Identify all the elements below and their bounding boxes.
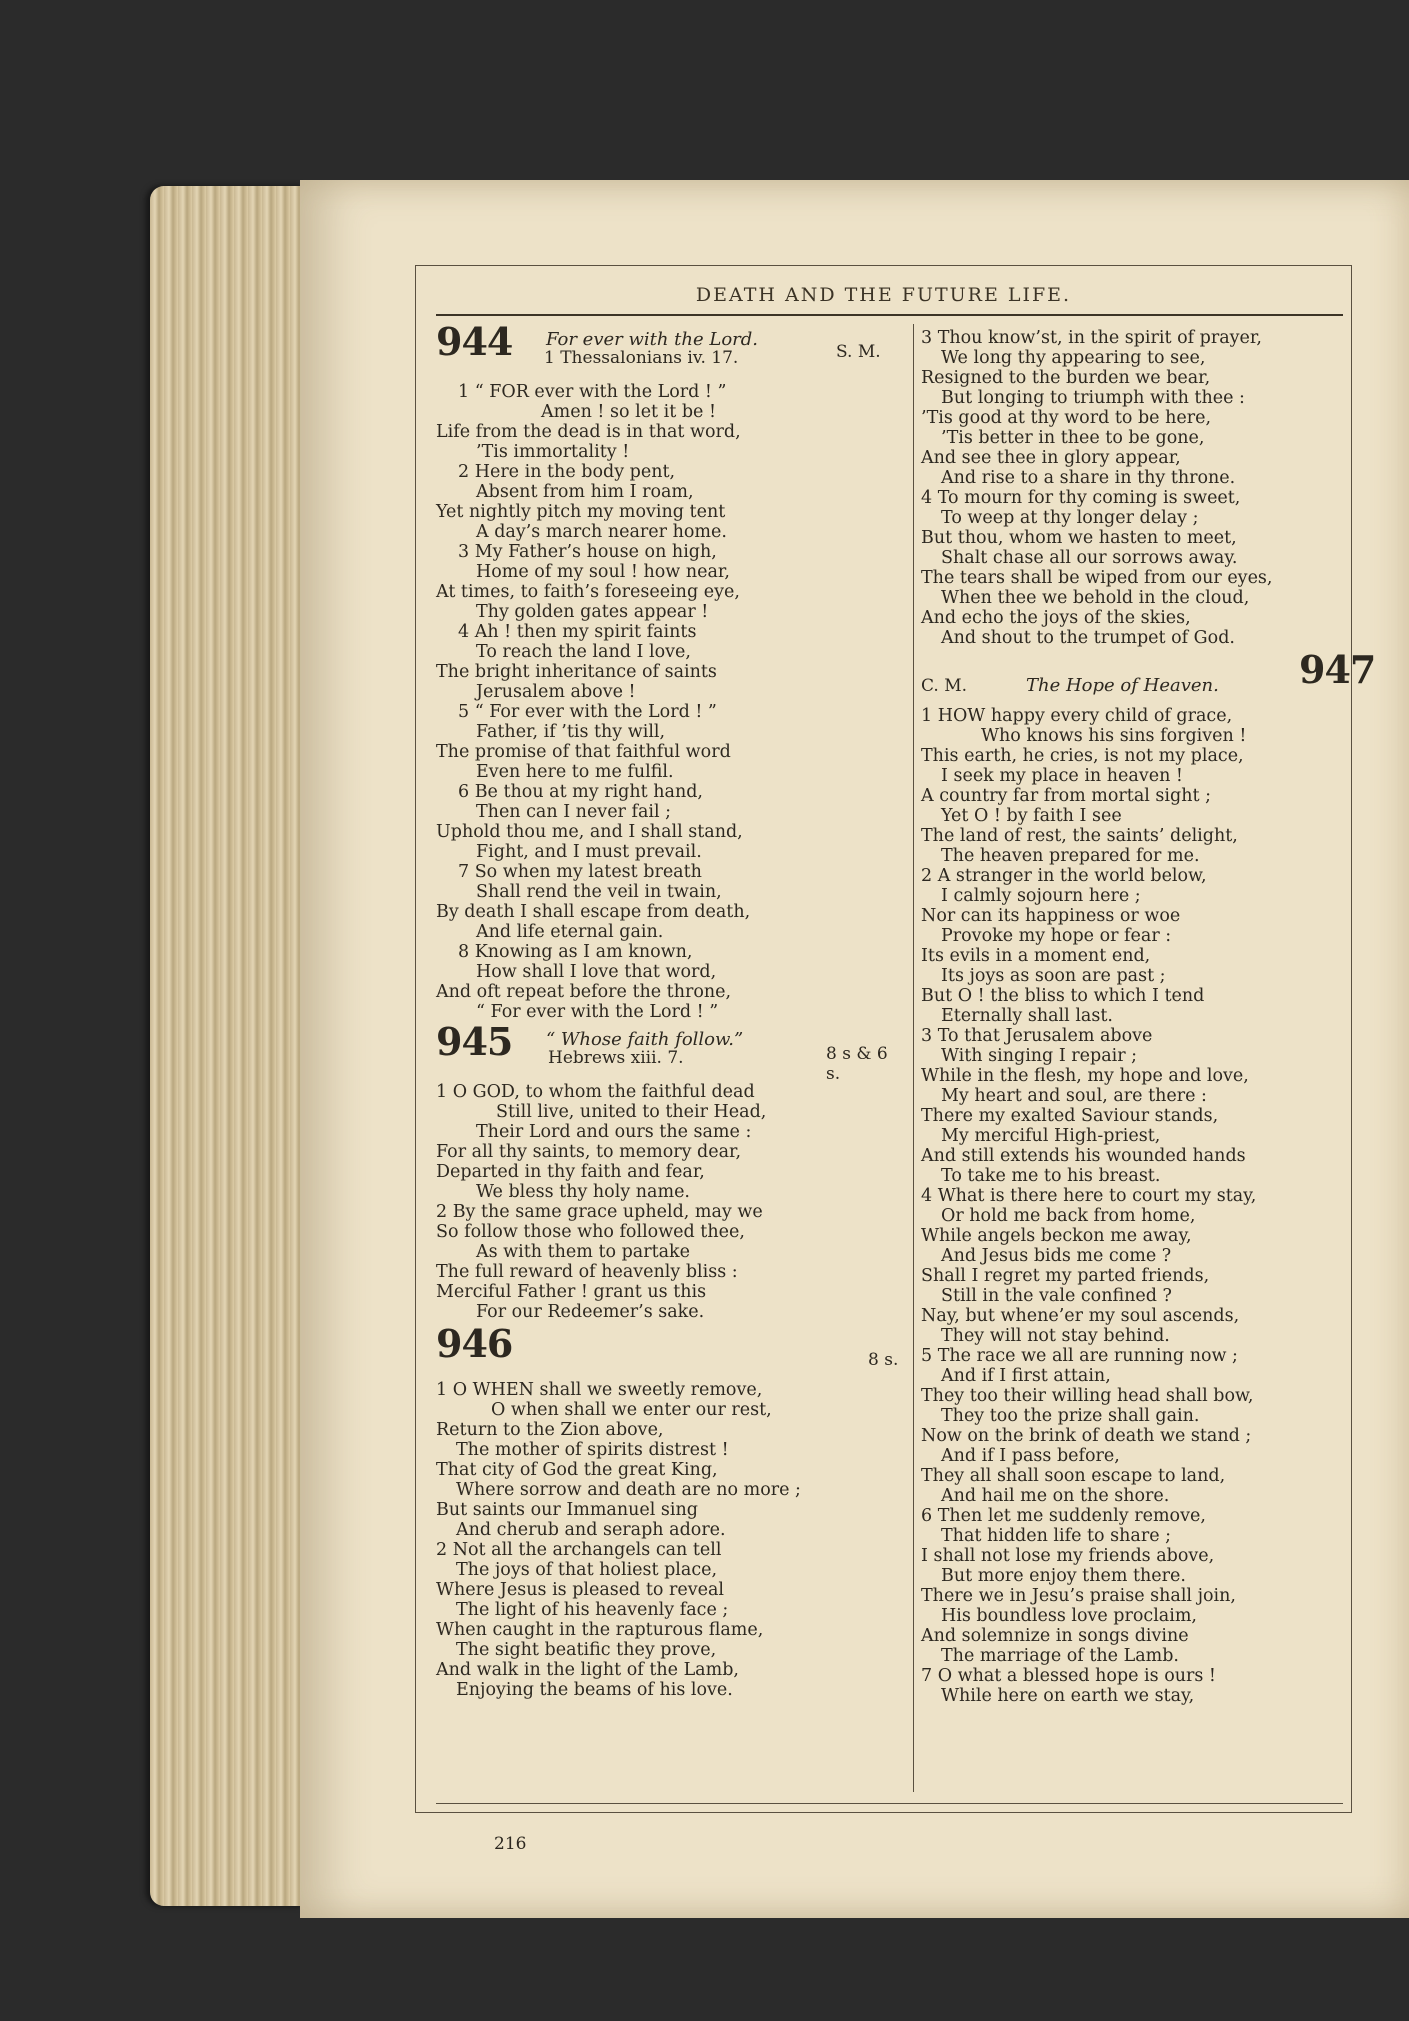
- verse-line: So follow those who followed thee,: [436, 1222, 745, 1242]
- verse-line: Return to the Zion above,: [436, 1420, 664, 1440]
- verse-line: Thy golden gates appear !: [476, 602, 709, 622]
- verse-line: Absent from him I roam,: [476, 482, 694, 502]
- verse-line: Provoke my hope or fear :: [941, 926, 1172, 946]
- book-page: [300, 180, 1409, 1918]
- verse-line: And hail me on the shore.: [941, 1486, 1170, 1506]
- page-frame: [415, 265, 1376, 1854]
- verse-line: A day’s march nearer home.: [476, 522, 727, 542]
- verse-line: Who knows his sins forgiven !: [981, 726, 1247, 746]
- verse-line: 6 Be thou at my right hand,: [458, 782, 703, 802]
- verse-line: And echo the joys of the skies,: [921, 608, 1191, 628]
- verse-line: Eternally shall last.: [941, 1006, 1113, 1026]
- verse-line: Departed in thy faith and fear,: [436, 1162, 705, 1182]
- verse-line: They all shall soon escape to land,: [921, 1466, 1226, 1486]
- verse-line: My merciful High-priest,: [941, 1126, 1161, 1146]
- verse-line: They too their willing head shall bow,: [921, 1386, 1254, 1406]
- verse-line: For all thy saints, to memory dear,: [436, 1142, 742, 1162]
- verse-line: 8 Knowing as I am known,: [458, 942, 693, 962]
- verse-line: Jerusalem above !: [476, 682, 636, 702]
- verse-line: 2 By the same grace upheld, may we: [436, 1202, 763, 1222]
- head-rule: [436, 314, 1343, 316]
- verse-line: O when shall we enter our rest,: [491, 1400, 772, 1420]
- verse-line: There we in Jesu’s praise shall join,: [921, 1586, 1236, 1606]
- running-head: DEATH AND THE FUTURE LIFE.: [695, 284, 1072, 306]
- verse-line: Shalt chase all our sorrows away.: [941, 548, 1238, 568]
- verse-line: But thou, whom we hasten to meet,: [921, 528, 1237, 548]
- verse-line: I calmly sojourn here ;: [941, 886, 1141, 906]
- verse-line: Fight, and I must prevail.: [476, 842, 702, 862]
- verse-line: ’Tis immortality !: [476, 442, 630, 462]
- verse-line: The land of rest, the saints’ delight,: [921, 826, 1238, 846]
- verse-line: And oft repeat before the throne,: [436, 982, 732, 1002]
- verse-line: 1 HOW happy every child of grace,: [921, 706, 1233, 726]
- verse-line: And rise to a share in thy throne.: [941, 468, 1236, 488]
- verse-line: Shall rend the veil in twain,: [476, 882, 722, 902]
- verse-line: And life eternal gain.: [476, 922, 664, 942]
- verse-line: Home of my soul ! how near,: [476, 562, 730, 582]
- verse-line: At times, to faith’s foreseeing eye,: [436, 582, 740, 602]
- verse-line: 5 The race we all are running now ;: [921, 1346, 1238, 1366]
- verse-line: Where Jesus is pleased to reveal: [436, 1580, 725, 1600]
- verse-line: Nay, but whene’er my soul ascends,: [921, 1306, 1240, 1326]
- verse-line: But O ! the bliss to which I tend: [921, 986, 1205, 1006]
- verse-line: Even here to me fulfil.: [476, 762, 674, 782]
- verse-line: His boundless love proclaim,: [941, 1606, 1197, 1626]
- verse-line: 7 O what a blessed hope is ours !: [921, 1666, 1216, 1686]
- verse-line: While here on earth we stay,: [941, 1686, 1195, 1706]
- verse-line: My heart and soul, are there :: [941, 1086, 1207, 1106]
- verse-line: The marriage of the Lamb.: [941, 1646, 1179, 1666]
- scripture-reference: 1 Thessalonians iv. 17.: [544, 348, 739, 368]
- hymn-title: “ Whose faith follow.”: [546, 1029, 744, 1050]
- page-number: 216: [494, 1834, 527, 1854]
- verse-line: A country far from mortal sight ;: [921, 786, 1211, 806]
- verse-line: Amen ! so let it be !: [541, 402, 716, 422]
- verse-line: And solemnize in songs divine: [921, 1626, 1189, 1646]
- verse-line: But saints our Immanuel sing: [436, 1500, 698, 1520]
- verse-line: Shall I regret my parted friends,: [921, 1266, 1210, 1286]
- hymn-number: 944: [436, 319, 513, 364]
- verse-line: Life from the dead is in that word,: [436, 422, 741, 442]
- hymn-944-text: [436, 382, 906, 1022]
- verse-line: Uphold thou me, and I shall stand,: [436, 822, 743, 842]
- verse-line: The full reward of heavenly bliss :: [436, 1262, 738, 1282]
- verse-line: 4 To mourn for thy coming is sweet,: [921, 488, 1241, 508]
- verse-line: How shall I love that word,: [476, 962, 717, 982]
- verse-line: The sight beatific they prove,: [456, 1640, 717, 1660]
- hymn-944-header: [436, 319, 906, 382]
- hymn-number: 946: [436, 1321, 513, 1366]
- verse-line: 4 What is there here to court my stay,: [921, 1186, 1257, 1206]
- hymn-947-text: [921, 706, 1346, 1706]
- verse-line: I seek my place in heaven !: [941, 766, 1183, 786]
- verse-line: The heaven prepared for me.: [941, 846, 1200, 866]
- verse-line: 2 Not all the archangels can tell: [436, 1540, 722, 1560]
- right-column: [921, 328, 1376, 1706]
- verse-line: And if I pass before,: [941, 1446, 1120, 1466]
- verse-line: Or hold me back from home,: [941, 1206, 1196, 1226]
- verse-line: Its evils in a moment end,: [921, 946, 1151, 966]
- verse-line: 4 Ah ! then my spirit faints: [458, 622, 697, 642]
- verse-line: 7 So when my latest breath: [458, 862, 702, 882]
- hymn-number: 945: [436, 1019, 513, 1064]
- verse-line: Resigned to the burden we bear,: [921, 368, 1211, 388]
- verse-line: While in the flesh, my hope and love,: [921, 1066, 1249, 1086]
- hymn-title: For ever with the Lord.: [546, 329, 759, 350]
- verse-line: To weep at thy longer delay ;: [941, 508, 1199, 528]
- verse-line: Father, if ’tis thy will,: [476, 722, 666, 742]
- verse-line: To reach the land I love,: [476, 642, 691, 662]
- verse-line: The mother of spirits distrest !: [456, 1440, 729, 1460]
- verse-line: “ For ever with the Lord ! ”: [476, 1002, 719, 1022]
- verse-line: Still live, united to their Head,: [496, 1102, 767, 1122]
- hymn-947-header: [921, 647, 1376, 706]
- verse-line: Now on the brink of death we stand ;: [921, 1426, 1252, 1446]
- left-column: [436, 319, 906, 1700]
- verse-line: But more enjoy them there.: [941, 1566, 1186, 1586]
- verse-line: 2 A stranger in the world below,: [921, 866, 1207, 886]
- verse-line: To take me to his breast.: [941, 1166, 1161, 1186]
- verse-line: Still in the vale confined ?: [941, 1286, 1172, 1306]
- verse-line: They will not stay behind.: [941, 1326, 1170, 1346]
- verse-line: Nor can its happiness or woe: [921, 906, 1181, 926]
- verse-line: And walk in the light of the Lamb,: [436, 1660, 739, 1680]
- verse-line: Yet O ! by faith I see: [941, 806, 1122, 826]
- verse-line: ’Tis good at thy word to be here,: [921, 408, 1212, 428]
- hymn-meter: C. M.: [921, 676, 968, 696]
- verse-line: And still extends his wounded hands: [921, 1146, 1246, 1166]
- hymn-meter: 8 s.: [868, 1350, 899, 1370]
- verse-line: 1 “ FOR ever with the Lord ! ”: [458, 382, 727, 402]
- verse-line: Yet nightly pitch my moving tent: [436, 502, 726, 522]
- verse-line: The joys of that holiest place,: [456, 1560, 718, 1580]
- verse-line: Their Lord and ours the same :: [476, 1122, 752, 1142]
- verse-line: 3 Thou know’st, in the spirit of prayer,: [921, 328, 1262, 348]
- hymn-title: The Hope of Heaven.: [1026, 675, 1219, 696]
- verse-line: 3 My Father’s house on high,: [458, 542, 717, 562]
- verse-line: Merciful Father ! grant us this: [436, 1282, 707, 1302]
- verse-line: 1 O GOD, to whom the faithful dead: [436, 1082, 755, 1102]
- verse-line: The promise of that faithful word: [436, 742, 731, 762]
- verse-line: 2 Here in the body pent,: [458, 462, 676, 482]
- verse-line: 5 “ For ever with the Lord ! ”: [458, 702, 717, 722]
- verse-line: 1 O WHEN shall we sweetly remove,: [436, 1380, 763, 1400]
- verse-line: I shall not lose my friends above,: [921, 1546, 1215, 1566]
- verse-line: There my exalted Saviour stands,: [921, 1106, 1219, 1126]
- hymn-945-text: [436, 1082, 906, 1322]
- scripture-reference: Hebrews xiii. 7.: [548, 1048, 684, 1068]
- hymn-meter: S. M.: [836, 342, 881, 362]
- verse-line: That hidden life to share ;: [941, 1526, 1172, 1546]
- verse-line: Its joys as soon are past ;: [941, 966, 1166, 986]
- hymn-946-header: [436, 1321, 906, 1380]
- verse-line: Enjoying the beams of his love.: [456, 1680, 733, 1700]
- verse-line: The tears shall be wiped from our eyes,: [921, 568, 1273, 588]
- verse-line: As with them to partake: [476, 1242, 690, 1262]
- bottom-rule: [436, 1803, 1343, 1804]
- verse-line: But longing to triumph with thee :: [941, 388, 1245, 408]
- verse-line: And shout to the trumpet of God.: [941, 628, 1235, 648]
- verse-line: ’Tis better in thee to be gone,: [941, 428, 1205, 448]
- verse-line: When caught in the rapturous flame,: [436, 1620, 764, 1640]
- hymn-946-continued: [921, 328, 1346, 648]
- hymn-meter: 8 s & 6 s.: [826, 1044, 888, 1084]
- verse-line: And see thee in glory appear,: [921, 448, 1181, 468]
- verse-line: While angels beckon me away,: [921, 1226, 1192, 1246]
- verse-line: When thee we behold in the cloud,: [941, 588, 1250, 608]
- verse-line: We long thy appearing to see,: [941, 348, 1206, 368]
- verse-line: We bless thy holy name.: [476, 1182, 690, 1202]
- verse-line: And if I first attain,: [941, 1366, 1111, 1386]
- hymn-946-text: [436, 1380, 906, 1700]
- verse-line: Where sorrow and death are no more ;: [456, 1480, 801, 1500]
- verse-line: And Jesus bids me come ?: [941, 1246, 1172, 1266]
- page-edges: [150, 186, 305, 1906]
- verse-line: 6 Then let me suddenly remove,: [921, 1506, 1206, 1526]
- verse-line: They too the prize shall gain.: [941, 1406, 1200, 1426]
- verse-line: The bright inheritance of saints: [436, 662, 717, 682]
- verse-line: The light of his heavenly face ;: [456, 1600, 729, 1620]
- verse-line: With singing I repair ;: [941, 1046, 1138, 1066]
- verse-line: This earth, he cries, is not my place,: [921, 746, 1244, 766]
- verse-line: And cherub and seraph adore.: [456, 1520, 726, 1540]
- hymn-number: 947: [1299, 647, 1376, 692]
- verse-line: 3 To that Jerusalem above: [921, 1026, 1153, 1046]
- hymn-945-header: [436, 1019, 906, 1084]
- column-rule: [913, 324, 914, 1792]
- verse-line: Then can I never fail ;: [476, 802, 672, 822]
- verse-line: By death I shall escape from death,: [436, 902, 751, 922]
- verse-line: For our Redeemer’s sake.: [476, 1302, 705, 1322]
- verse-line: That city of God the great King,: [436, 1460, 718, 1480]
